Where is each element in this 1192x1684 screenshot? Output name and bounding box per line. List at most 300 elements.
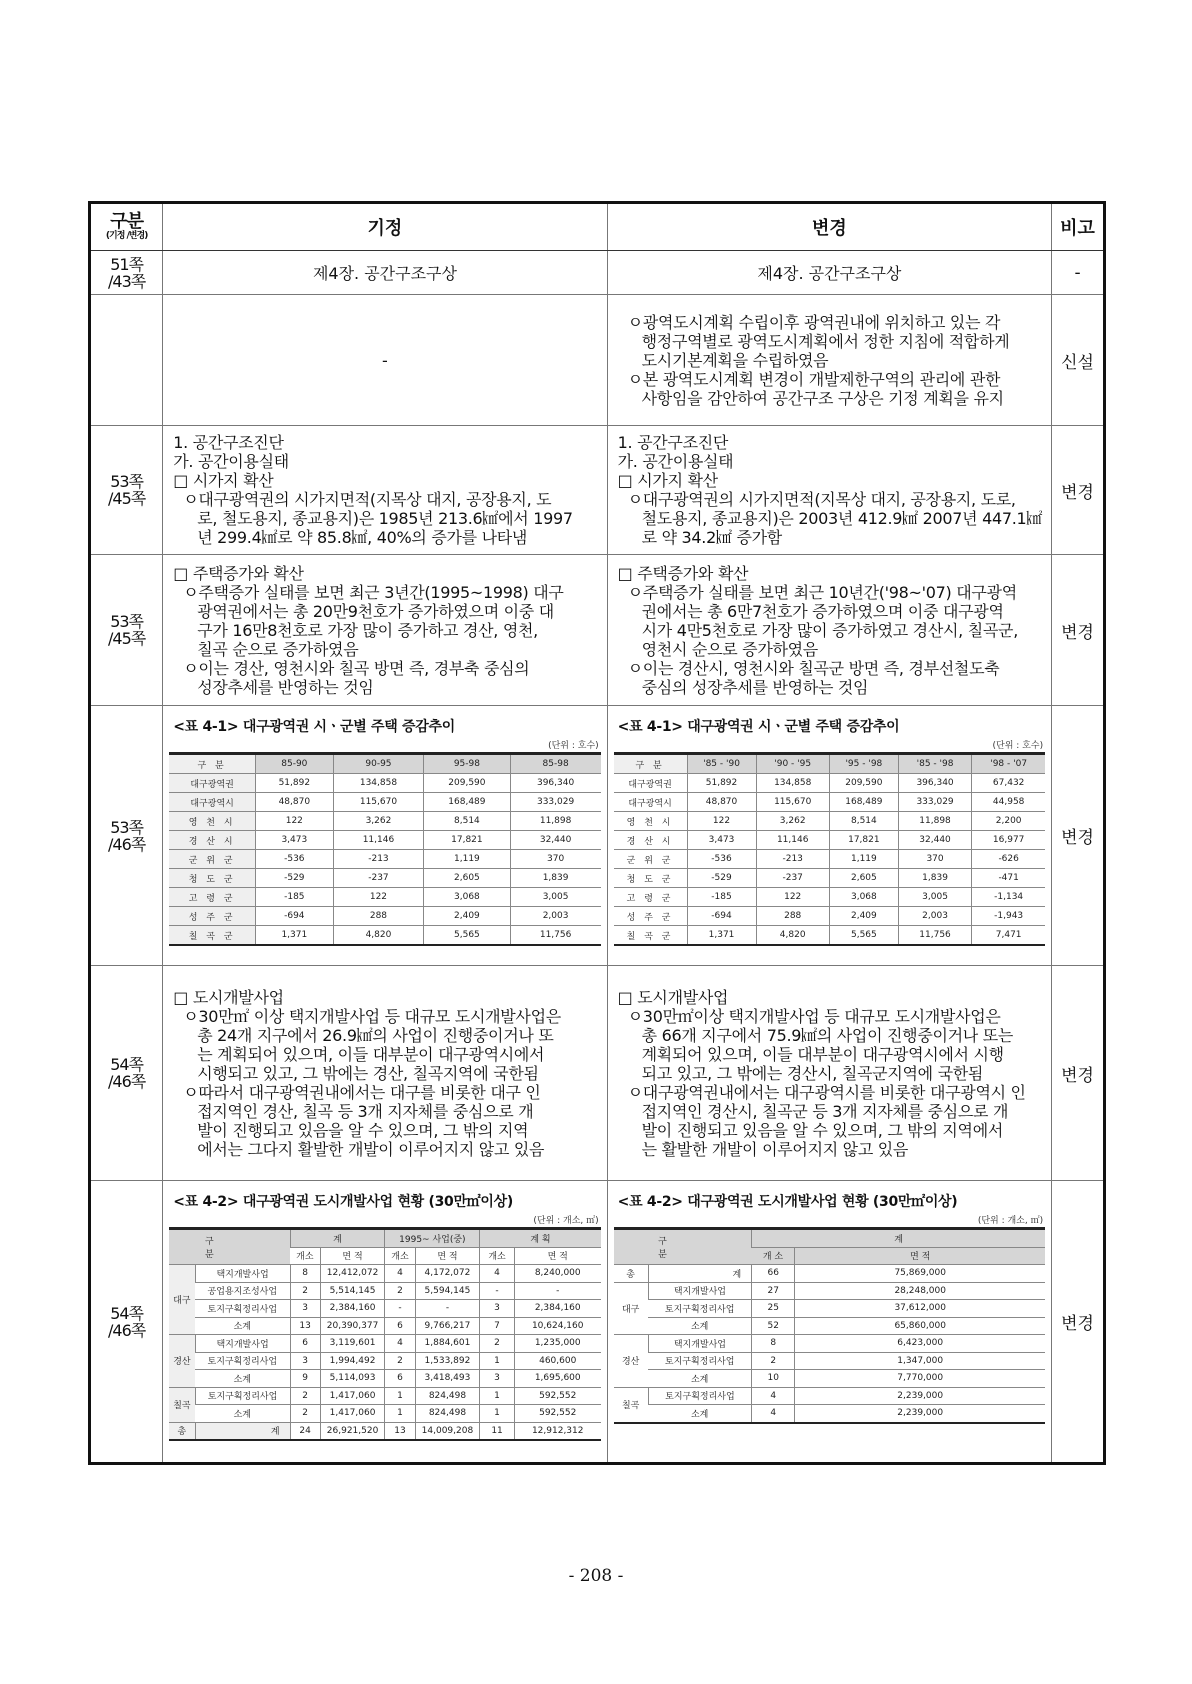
header-note: 비고 <box>1052 203 1105 251</box>
col-header: 90-95 <box>333 754 424 774</box>
table-cell: 48,870 <box>687 793 756 812</box>
table-cell: 8,514 <box>829 812 898 831</box>
table-cell: 115,670 <box>333 793 424 812</box>
table-cell: 12,912,312 <box>514 1422 600 1440</box>
data-row <box>169 1282 600 1300</box>
table-cell: 32,440 <box>510 831 601 850</box>
table-cell: 1 <box>480 1405 515 1423</box>
table-cell: 칠 곡 군 <box>169 926 255 946</box>
table-cell: 17,821 <box>424 831 510 850</box>
col-header: 면 적 <box>514 1247 600 1265</box>
table-cell: 2,239,000 <box>795 1405 1045 1423</box>
data-row <box>169 907 600 926</box>
text-line: /46쪽 <box>108 1072 146 1091</box>
data-row <box>169 831 600 850</box>
table-cell: 1,417,060 <box>320 1405 385 1423</box>
text-line: 가. 공간이용실태 <box>617 452 734 471</box>
table-cell: 3,119,601 <box>320 1335 385 1353</box>
data-row <box>169 1265 600 1283</box>
table-cell: - <box>415 1300 480 1318</box>
data-row <box>614 774 1045 793</box>
region-label: 대구 <box>169 1265 195 1335</box>
table-cell: 2,605 <box>829 869 898 888</box>
table-row <box>90 966 1105 1181</box>
table-cell: 7,471 <box>972 926 1045 946</box>
note: 변경 <box>1052 1181 1105 1464</box>
table-cell: -237 <box>333 869 424 888</box>
table-cell: 396,340 <box>898 774 971 793</box>
table-cell: 1,839 <box>510 869 601 888</box>
data-row <box>169 888 600 907</box>
page-ref <box>90 706 163 966</box>
table-cell: -213 <box>333 850 424 869</box>
table-cell: 27 <box>752 1282 795 1300</box>
data-row <box>614 831 1045 850</box>
table-cell: 333,029 <box>510 793 601 812</box>
table-cell: 계 <box>648 1265 752 1283</box>
col-header: 구 분 <box>169 754 255 774</box>
text-line: 년 299.4㎢로 약 85.8㎢, 40%의 증가를 나타냄 <box>197 528 528 547</box>
col-header: '95 - '98 <box>829 754 898 774</box>
table-cell: 13 <box>385 1422 415 1440</box>
text-line: 1. 공간구조진단 <box>173 433 284 452</box>
text-line: ㅇ대구광역권내에서는 대구광역시를 비롯한 대구광역시 인 <box>627 1082 1026 1102</box>
text-line: 광역권에서는 총 20만9천호가 증가하였으며 이중 대 <box>197 601 554 621</box>
table-cell: 51,892 <box>687 774 756 793</box>
table-cell: -185 <box>687 888 756 907</box>
table-cell: 134,858 <box>333 774 424 793</box>
table-cell: 군 위 군 <box>614 850 687 869</box>
table-cell: 460,600 <box>514 1352 600 1370</box>
table-4-1-new <box>614 752 1045 946</box>
col-header: 면 적 <box>320 1247 385 1265</box>
table-cell: 택지개발사업 <box>195 1265 290 1283</box>
table-cell: 20,390,377 <box>320 1317 385 1335</box>
table-cell: 택지개발사업 <box>648 1282 752 1300</box>
comparison-table <box>88 201 1106 1465</box>
total-row <box>614 1265 1045 1283</box>
page-number: - 208 - <box>568 1566 624 1586</box>
table-cell: 75,869,000 <box>795 1265 1045 1283</box>
table-cell: 소계 <box>648 1370 752 1388</box>
col-header: '85 - '98 <box>898 754 971 774</box>
text-line: 에서는 그다지 활발한 개발이 이루어지지 않고 있음 <box>197 1139 545 1159</box>
text-line: 발이 진행되고 있음을 알 수 있으며, 그 밖의 지역 <box>197 1120 529 1140</box>
table-cell: 고 령 군 <box>169 888 255 907</box>
table-cell: 7,770,000 <box>795 1370 1045 1388</box>
table-cell: 2,239,000 <box>795 1387 1045 1405</box>
text-line: ㅇ30만㎡ 이상 택지개발사업 등 대규모 도시개발사업은 <box>183 1006 561 1026</box>
text-line: □ 시가지 확산 <box>617 471 718 490</box>
table-cell: 5,114,093 <box>320 1370 385 1388</box>
text-line: 는 계획되어 있으며, 이들 대부분이 대구광역시에서 <box>197 1044 545 1064</box>
text-line: /45쪽 <box>108 489 146 508</box>
table-cell: 2,384,160 <box>320 1300 385 1318</box>
data-row <box>614 1370 1045 1388</box>
table-cell: 소계 <box>195 1317 290 1335</box>
table-cell: 2 <box>385 1352 415 1370</box>
text-line: ㅇ이는 경산시, 영천시와 칠곡군 방면 즉, 경부선철도축 <box>627 658 1000 678</box>
text-line: 53쪽 <box>110 472 144 491</box>
table-cell: 11,756 <box>510 926 601 946</box>
table-cell: 고 령 군 <box>614 888 687 907</box>
new-table-cell <box>607 1181 1051 1464</box>
table-cell: 168,489 <box>424 793 510 812</box>
table-cell: 1,119 <box>424 850 510 869</box>
table-cell: -529 <box>687 869 756 888</box>
data-row <box>169 1370 600 1388</box>
note: 변경 <box>1052 966 1105 1181</box>
table-cell: 택지개발사업 <box>195 1335 290 1353</box>
table-4-1-old-title: <표 4-1> 대구광역권 시ㆍ군별 주택 증감추이 <box>173 719 455 735</box>
col-header: '85 - '90 <box>687 754 756 774</box>
text-line: ㅇ광역도시계획 수립이후 광역권내에 위치하고 있는 각 <box>627 312 1001 332</box>
text-line: /46쪽 <box>108 1320 146 1340</box>
table-cell: 2,409 <box>829 907 898 926</box>
text-line: ㅇ주택증가 실태를 보면 최근 3년간(1995~1998) 대구 <box>183 582 564 602</box>
table-cell: 370 <box>898 850 971 869</box>
table-cell: 9,766,217 <box>415 1317 480 1335</box>
page-ref <box>90 1181 163 1464</box>
table-cell: 2,003 <box>510 907 601 926</box>
table-cell: 청 도 군 <box>169 869 255 888</box>
note: - <box>1052 251 1105 295</box>
new-text <box>607 555 1051 706</box>
data-row <box>614 812 1045 831</box>
text-line: 시가 4만5천호로 가장 많이 증가하였고 경산시, 칠곡군, <box>641 620 1018 640</box>
table-cell: 2,384,160 <box>514 1300 600 1318</box>
table-cell: 9 <box>290 1370 320 1388</box>
text-line: 사항임을 감안하여 공간구조 구상은 기정 계획을 유지 <box>641 388 1004 408</box>
table-cell: 396,340 <box>510 774 601 793</box>
table-cell: 8 <box>752 1335 795 1353</box>
text-line: ㅇ대구광역권의 시가지면적(지목상 대지, 공장용지, 도 <box>183 490 552 509</box>
table-cell: 1,994,492 <box>320 1352 385 1370</box>
text-line: 행정구역별로 광역도시계획에서 정한 지침에 적합하게 <box>641 331 1010 351</box>
table-4-1-new-title: <표 4-1> 대구광역권 시ㆍ군별 주택 증감추이 <box>617 719 900 735</box>
table-cell: 37,612,000 <box>795 1300 1045 1318</box>
text-line: □ 주택증가와 확산 <box>617 563 749 583</box>
table-cell: 51,892 <box>256 774 334 793</box>
text-line: 시행되고 있고, 그 밖에는 경산, 칠곡지역에 국한됨 <box>197 1063 539 1083</box>
table-cell: 1 <box>385 1405 415 1423</box>
old-text <box>163 555 607 706</box>
data-row <box>614 888 1045 907</box>
table-cell: 3,473 <box>687 831 756 850</box>
col-header: 면 적 <box>795 1247 1045 1265</box>
table-cell: 토지구획정리사업 <box>648 1300 752 1318</box>
table-cell: 1,533,892 <box>415 1352 480 1370</box>
data-row <box>169 812 600 831</box>
table-cell: 592,552 <box>514 1387 600 1405</box>
table-cell: 3 <box>290 1352 320 1370</box>
table-cell: 3 <box>290 1300 320 1318</box>
table-cell: 288 <box>333 907 424 926</box>
table-cell: 6 <box>385 1317 415 1335</box>
table-cell: 122 <box>756 888 829 907</box>
table-row <box>90 1181 1105 1464</box>
table-cell: 청 도 군 <box>614 869 687 888</box>
text-line: 계획되어 있으며, 이들 대부분이 대구광역시에서 시행 <box>641 1044 1004 1064</box>
table-cell: 대구광역시 <box>169 793 255 812</box>
table-cell: 소계 <box>195 1370 290 1388</box>
table-cell: 288 <box>756 907 829 926</box>
table-cell: 28,248,000 <box>795 1282 1045 1300</box>
table-cell: 168,489 <box>829 793 898 812</box>
page-ref <box>90 555 163 706</box>
table-cell: - <box>514 1282 600 1300</box>
table-cell: 소계 <box>195 1405 290 1423</box>
old-table-cell <box>163 1181 607 1464</box>
table-4-2-old-title: <표 4-2> 대구광역권 도시개발사업 현황 (30만㎡이상) <box>173 1194 513 1210</box>
text-line: 로 약 34.2㎢ 증가함 <box>641 528 782 547</box>
region-label: 경산 <box>169 1335 195 1388</box>
new-text <box>607 426 1051 555</box>
table-cell: 115,670 <box>756 793 829 812</box>
text-line: □ 도시개발사업 <box>173 987 284 1007</box>
table-cell: 32,440 <box>898 831 971 850</box>
table-cell: -1,134 <box>972 888 1045 907</box>
table-cell: 토지구획정리사업 <box>195 1352 290 1370</box>
col-header: 구 분 <box>169 1229 290 1265</box>
table-cell: 토지구획정리사업 <box>195 1300 290 1318</box>
table-cell: 3,068 <box>829 888 898 907</box>
table-cell: 3,473 <box>256 831 334 850</box>
region-label: 칠곡 <box>169 1387 195 1422</box>
table-cell: 26,921,520 <box>320 1422 385 1440</box>
table-cell: 14,009,208 <box>415 1422 480 1440</box>
text-line: 권에서는 총 6만7천호가 증가하였으며 이중 대구광역 <box>641 601 1004 621</box>
data-row <box>614 1387 1045 1405</box>
data-row <box>169 1317 600 1335</box>
data-row <box>614 793 1045 812</box>
page-ref <box>90 251 163 295</box>
old-text: - <box>163 295 607 426</box>
table-cell: 6 <box>385 1370 415 1388</box>
table-cell: 3,005 <box>510 888 601 907</box>
table-cell: 1,371 <box>256 926 334 946</box>
table-cell: 1,417,060 <box>320 1387 385 1405</box>
table-4-2-new <box>614 1227 1045 1424</box>
table-cell: - <box>480 1282 515 1300</box>
table-cell: 134,858 <box>756 774 829 793</box>
table-cell: 1,839 <box>898 869 971 888</box>
text-line: ㅇ본 광역도시계획 변경이 개발제한구역의 관리에 관한 <box>627 369 1001 389</box>
table-cell: 4 <box>480 1265 515 1283</box>
data-row <box>614 926 1045 946</box>
table-cell: 5,565 <box>829 926 898 946</box>
text-line: 발이 진행되고 있음을 알 수 있으며, 그 밖의 지역에서 <box>641 1120 1004 1140</box>
data-row <box>169 1387 600 1405</box>
table-cell: 3 <box>480 1300 515 1318</box>
col-header: 95-98 <box>424 754 510 774</box>
note: 변경 <box>1052 555 1105 706</box>
old-text <box>163 966 607 1181</box>
data-row <box>614 907 1045 926</box>
table-cell: 1,119 <box>829 850 898 869</box>
table-cell: 소계 <box>648 1405 752 1423</box>
col-header: 구 분 <box>614 1229 752 1265</box>
col-header: 1995~ 사업(중) <box>385 1229 480 1248</box>
table-cell: 370 <box>510 850 601 869</box>
table-cell: 824,498 <box>415 1405 480 1423</box>
data-row <box>614 1300 1045 1318</box>
header-page <box>90 203 163 251</box>
header-page-label: 구분 <box>110 210 143 232</box>
text-line: 총 24개 지구에서 26.9㎢의 사업이 진행중이거나 또 <box>197 1025 554 1045</box>
text-line: 되고 있고, 그 밖에는 경산시, 칠곡군지역에 국한됨 <box>641 1063 984 1083</box>
table-cell: 8,240,000 <box>514 1265 600 1283</box>
table-cell: 2 <box>752 1352 795 1370</box>
table-cell: 계 <box>195 1422 290 1440</box>
table-cell: -1,943 <box>972 907 1045 926</box>
table-cell: 2,200 <box>972 812 1045 831</box>
table-4-1-old <box>169 752 600 946</box>
table-cell: 1,884,601 <box>415 1335 480 1353</box>
region-label: 대구 <box>614 1282 649 1335</box>
old-text: 제4장. 공간구조구상 <box>163 251 607 295</box>
table-cell: 1 <box>480 1352 515 1370</box>
table-cell: 209,590 <box>829 774 898 793</box>
text-line: 접지역인 경산시, 칠곡군 등 3개 지자체를 중심으로 개 <box>641 1101 1009 1121</box>
new-text <box>607 966 1051 1181</box>
text-line: 53쪽 <box>110 612 144 631</box>
new-text <box>607 295 1051 426</box>
table-4-1-new-unit: (단위 : 호수) <box>992 741 1044 751</box>
col-header: 면 적 <box>415 1247 480 1265</box>
header-new: 변경 <box>607 203 1051 251</box>
table-cell: 11,898 <box>898 812 971 831</box>
region-label: 칠곡 <box>614 1387 649 1423</box>
table-4-2-new-unit: (단위 : 개소, ㎡) <box>977 1216 1044 1226</box>
text-line: 철도용지, 종교용지)은 2003년 412.9㎢ 2007년 447.1㎢ <box>641 509 1043 528</box>
data-row <box>614 1282 1045 1300</box>
table-cell: 성 주 군 <box>614 907 687 926</box>
table-cell: 6,423,000 <box>795 1335 1045 1353</box>
table-cell: -213 <box>756 850 829 869</box>
table-4-2-old <box>169 1227 600 1441</box>
text-line: ㅇ30만㎡이상 택지개발사업 등 대규모 도시개발사업은 <box>627 1006 1001 1026</box>
table-cell: 2 <box>480 1335 515 1353</box>
table-cell: 6 <box>290 1335 320 1353</box>
col-header: 계 <box>290 1229 385 1248</box>
col-header: 구 분 <box>614 754 687 774</box>
data-row <box>169 869 600 888</box>
table-row <box>90 251 1105 295</box>
table-cell: 65,860,000 <box>795 1317 1045 1335</box>
text-line: 는 활발한 개발이 이루어지지 않고 있음 <box>641 1139 909 1159</box>
table-cell: 11,756 <box>898 926 971 946</box>
table-cell: 대구광역권 <box>169 774 255 793</box>
table-cell: 2,003 <box>898 907 971 926</box>
table-cell: -185 <box>256 888 334 907</box>
text-line: 54쪽 <box>110 1303 144 1323</box>
data-row <box>614 850 1045 869</box>
header-old: 기정 <box>163 203 607 251</box>
table-cell: 10,624,160 <box>514 1317 600 1335</box>
data-row <box>169 1300 600 1318</box>
col-header: 계 획 <box>480 1229 601 1248</box>
table-cell: 11,146 <box>333 831 424 850</box>
table-cell: 3,068 <box>424 888 510 907</box>
new-table-cell <box>607 706 1051 966</box>
table-cell: 5,565 <box>424 926 510 946</box>
old-text <box>163 426 607 555</box>
table-row <box>90 555 1105 706</box>
col-header: 개소 <box>385 1247 415 1265</box>
table-cell: 공업용지조성사업 <box>195 1282 290 1300</box>
table-cell: 3,262 <box>333 812 424 831</box>
table-cell: 5,594,145 <box>415 1282 480 1300</box>
text-line: 로, 철도용지, 종교용지)은 1985년 213.6㎢에서 1997 <box>197 509 573 528</box>
table-cell: 122 <box>256 812 334 831</box>
data-row <box>169 774 600 793</box>
table-cell: -694 <box>256 907 334 926</box>
table-cell: 토지구획정리사업 <box>648 1387 752 1405</box>
note: 변경 <box>1052 426 1105 555</box>
text-line: 구가 16만8천호로 가장 많이 증가하고 경산, 영천, <box>197 620 538 640</box>
table-cell: 24 <box>290 1422 320 1440</box>
table-cell: 경 산 시 <box>169 831 255 850</box>
note: 변경 <box>1052 706 1105 966</box>
old-table-cell <box>163 706 607 966</box>
text-line: □ 도시개발사업 <box>617 987 729 1007</box>
table-cell: 4 <box>752 1387 795 1405</box>
page-ref <box>90 295 163 426</box>
table-cell: 3,262 <box>756 812 829 831</box>
table-cell: 48,870 <box>256 793 334 812</box>
col-header: 85-90 <box>256 754 334 774</box>
table-cell: 총 <box>169 1422 195 1440</box>
table-cell: 44,958 <box>972 793 1045 812</box>
table-cell: 군 위 군 <box>169 850 255 869</box>
table-cell: -626 <box>972 850 1045 869</box>
table-row <box>90 706 1105 966</box>
table-cell: 2 <box>290 1387 320 1405</box>
table-cell: 2 <box>385 1282 415 1300</box>
region-label: 경산 <box>614 1335 649 1388</box>
data-row <box>614 1405 1045 1423</box>
text-line: ㅇ따라서 대구광역권내에서는 대구를 비롯한 대구 인 <box>183 1082 541 1102</box>
text-line: 성장추세를 반영하는 것임 <box>197 677 374 697</box>
table-cell: 10 <box>752 1370 795 1388</box>
table-cell: 13 <box>290 1317 320 1335</box>
table-cell: 17,821 <box>829 831 898 850</box>
text-line: 도시기본계획을 수립하였음 <box>641 350 829 370</box>
col-header: 개소 <box>480 1247 515 1265</box>
text-line: ㅇ주택증가 실태를 보면 최근 10년간('98~'07) 대구광역 <box>627 582 1017 602</box>
table-cell: 66 <box>752 1265 795 1283</box>
data-row <box>169 1405 600 1423</box>
table-row <box>90 426 1105 555</box>
table-cell: 4,172,072 <box>415 1265 480 1283</box>
text-line: 영천시 순으로 증가하였음 <box>641 639 818 659</box>
table-cell: 2 <box>290 1405 320 1423</box>
table-cell: 4,820 <box>756 926 829 946</box>
new-text: 제4장. 공간구조구상 <box>607 251 1051 295</box>
text-line: 51쪽 <box>110 254 144 274</box>
text-line: □ 주택증가와 확산 <box>173 563 304 583</box>
data-row <box>614 869 1045 888</box>
table-cell: 333,029 <box>898 793 971 812</box>
table-cell: 영 천 시 <box>614 812 687 831</box>
table-4-2-old-unit: (단위 : 개소, ㎡) <box>533 1216 599 1226</box>
table-cell: 칠 곡 군 <box>614 926 687 946</box>
table-cell: 12,412,072 <box>320 1265 385 1283</box>
col-header: 개 소 <box>752 1247 795 1265</box>
table-cell: 1,371 <box>687 926 756 946</box>
table-cell: 4,820 <box>333 926 424 946</box>
